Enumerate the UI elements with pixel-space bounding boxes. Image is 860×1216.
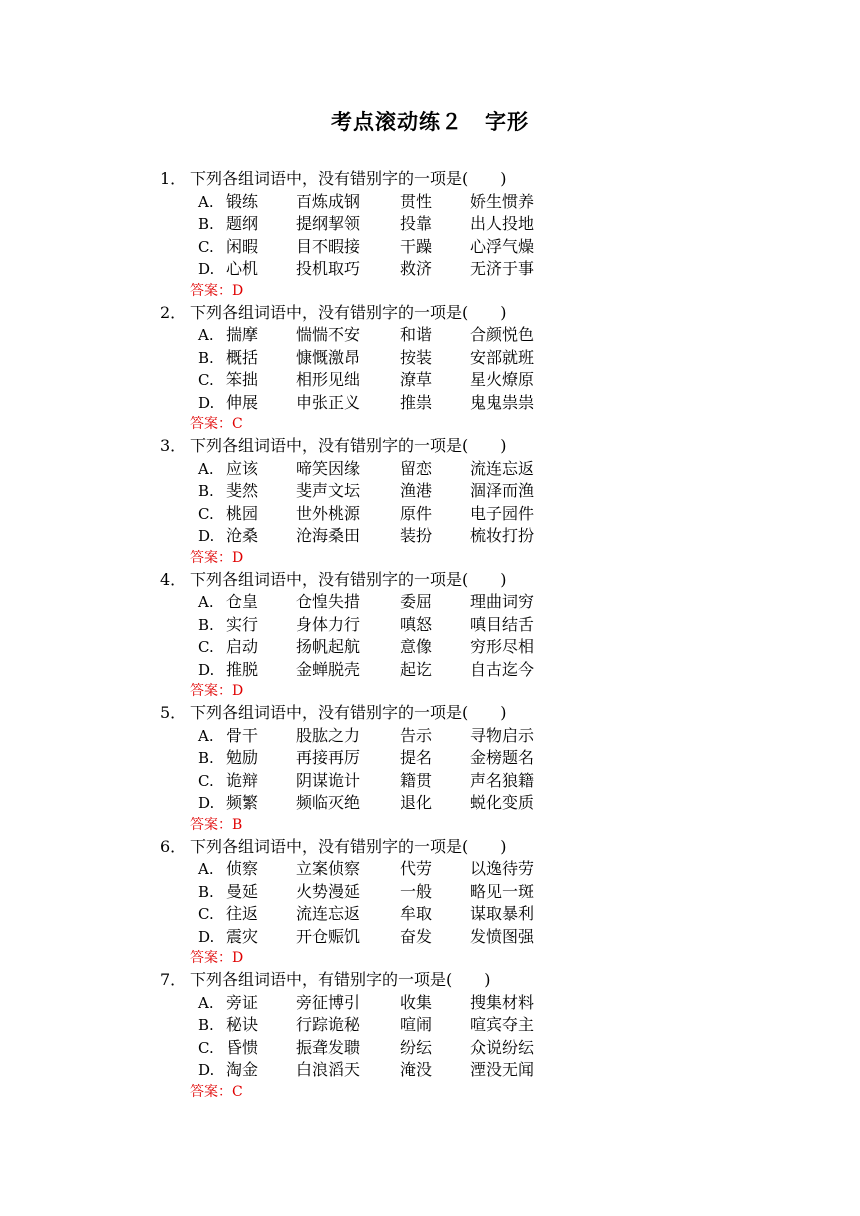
question-text: 下列各组词语中，没有错别字的一项是( ) (190, 836, 507, 856)
question-item (160, 969, 534, 1103)
option-word: 嗔怒 (400, 614, 433, 634)
option-word: 心浮气燥 (470, 236, 535, 256)
option-row (160, 236, 534, 259)
option-letter: D. (198, 794, 215, 812)
option-word: 申张正义 (296, 392, 361, 412)
option-word: 起讫 (400, 659, 433, 679)
option-row (160, 525, 534, 548)
option-word: 伸展 (226, 392, 259, 412)
question-item (160, 836, 534, 970)
option-word: 诡辩 (226, 770, 259, 790)
option-word: 阴谋诡计 (296, 770, 361, 790)
option-letter: C. (198, 504, 214, 523)
option-word: 提名 (400, 748, 433, 767)
option-word: 揣摩 (226, 325, 259, 344)
option-word: 惴惴不安 (296, 325, 361, 344)
option-row (160, 747, 534, 770)
option-letter: B. (198, 749, 214, 767)
option-word: 火势漫延 (296, 881, 361, 901)
option-word: 仓皇 (226, 592, 259, 611)
option-letter: B. (198, 482, 214, 500)
option-word: 出人投地 (470, 214, 535, 233)
option-word: 百炼成钢 (296, 191, 361, 211)
option-letter: A. (198, 726, 214, 745)
question-item (160, 168, 534, 302)
option-word: 世外桃源 (296, 503, 361, 523)
option-word: 投机取巧 (296, 259, 361, 278)
question-text: 下列各组词语中，有错别字的一项是( ) (190, 970, 491, 989)
option-row (160, 926, 534, 949)
option-word: 慷慨激昂 (296, 347, 361, 367)
option-word: 启动 (226, 637, 259, 656)
option-word: 旁证 (226, 992, 259, 1012)
question-item (160, 302, 534, 436)
question-item (160, 702, 534, 836)
page-title: 考点滚动练２ 字形 (331, 109, 529, 134)
option-word: 旁征博引 (296, 992, 361, 1012)
option-word: 啼笑因缘 (296, 458, 361, 478)
option-row (160, 858, 534, 881)
option-word: 勉励 (226, 748, 259, 767)
option-word: 身体力行 (296, 614, 361, 634)
option-row (160, 480, 534, 503)
option-word: 电子园件 (470, 503, 535, 523)
answer-line: 答案：D (190, 950, 244, 966)
option-word: 干躁 (400, 236, 433, 256)
option-word: 淘金 (226, 1060, 259, 1079)
option-letter: A. (198, 326, 214, 344)
option-word: 星火燎原 (470, 370, 535, 389)
question-item (160, 569, 534, 703)
option-word: 穷形尽相 (470, 637, 535, 656)
option-row (160, 903, 534, 926)
option-letter: C. (198, 1038, 214, 1057)
option-row (160, 1059, 534, 1082)
option-letter: D. (198, 660, 215, 679)
option-word: 喧宾夺主 (470, 1015, 535, 1034)
option-letter: B. (198, 215, 214, 233)
option-word: 喧闹 (400, 1015, 433, 1034)
option-word: 湮没无闻 (470, 1060, 535, 1079)
option-word: 推脱 (226, 659, 259, 679)
option-word: 目不暇接 (296, 236, 361, 256)
option-row (160, 614, 534, 637)
option-word: 和谐 (400, 325, 433, 344)
option-word: 安部就班 (470, 347, 535, 367)
option-word: 谋取暴利 (470, 904, 535, 923)
option-letter: A. (198, 993, 214, 1012)
option-row (160, 369, 534, 392)
option-word: 涸泽而渔 (470, 481, 535, 500)
option-word: 往返 (226, 904, 259, 923)
question-stem (160, 969, 534, 992)
option-word: 金榜题名 (470, 748, 535, 767)
option-row (160, 725, 534, 748)
option-word: 桃园 (226, 503, 259, 523)
option-letter: A. (198, 459, 214, 478)
option-row (160, 1014, 534, 1037)
option-row (160, 770, 534, 793)
option-word: 立案侦察 (296, 859, 361, 878)
option-word: 告示 (400, 725, 433, 745)
option-word: 一般 (400, 881, 433, 901)
option-word: 以逸待劳 (470, 859, 535, 878)
option-word: 意像 (400, 637, 433, 656)
option-row (160, 503, 534, 526)
option-row (160, 458, 534, 481)
option-row (160, 881, 534, 904)
option-row (160, 636, 534, 659)
question-number: 2． (160, 302, 187, 322)
answer-line: 答案：C (190, 416, 243, 432)
option-word: 沧桑 (226, 526, 259, 545)
question-text: 下列各组词语中，没有错别字的一项是( ) (190, 569, 507, 589)
answer-line: 答案：D (190, 549, 244, 566)
option-word: 渔港 (400, 481, 433, 500)
option-word: 理曲词穷 (470, 592, 535, 611)
question-number: 5． (160, 703, 187, 722)
option-word: 闲暇 (226, 236, 259, 256)
option-word: 频繁 (226, 793, 259, 812)
option-letter: D. (198, 1061, 215, 1079)
option-word: 娇生惯养 (470, 191, 535, 211)
question-text: 下列各组词语中，没有错别字的一项是( ) (190, 436, 507, 455)
option-letter: B. (198, 615, 214, 634)
option-word: 曼延 (226, 881, 259, 901)
option-word: 白浪滔天 (296, 1060, 361, 1079)
option-word: 开仓赈饥 (296, 926, 361, 946)
option-word: 流连忘返 (470, 458, 535, 478)
option-word: 声名狼籍 (470, 770, 535, 790)
option-row (160, 258, 534, 281)
question-stem (160, 168, 534, 191)
answer-line: 答案：D (190, 282, 244, 299)
option-word: 退化 (400, 793, 433, 812)
option-row (160, 591, 534, 614)
option-word: 斐然 (226, 481, 259, 500)
option-word: 代劳 (400, 859, 433, 878)
question-number: 1． (160, 169, 187, 188)
option-letter: A. (198, 860, 214, 878)
option-word: 震灾 (226, 926, 259, 946)
question-number: 3． (160, 436, 187, 455)
option-row (160, 1037, 534, 1060)
option-letter: B. (198, 1016, 214, 1034)
question-stem (160, 435, 534, 458)
option-word: 收集 (400, 992, 433, 1012)
question-number: 7． (160, 970, 187, 989)
question-text: 下列各组词语中，没有错别字的一项是( ) (190, 703, 507, 722)
option-word: 搜集材料 (470, 992, 535, 1012)
option-word: 股肱之力 (296, 725, 361, 745)
option-letter: C. (198, 638, 214, 656)
option-word: 略见一斑 (470, 881, 535, 901)
option-letter: D. (198, 393, 215, 412)
question-stem (160, 569, 534, 592)
option-word: 潦草 (400, 370, 433, 389)
option-word: 委屈 (400, 592, 433, 611)
option-letter: D. (198, 927, 215, 946)
option-letter: A. (198, 593, 214, 611)
option-word: 原件 (400, 503, 433, 523)
option-word: 侦察 (226, 859, 259, 878)
option-word: 昏愦 (226, 1037, 259, 1057)
option-word: 众说纷纭 (470, 1037, 535, 1057)
question-text: 下列各组词语中，没有错别字的一项是( ) (190, 169, 507, 188)
question-item (160, 435, 534, 569)
option-word: 振聋发聩 (296, 1037, 361, 1057)
option-word: 秘诀 (226, 1015, 259, 1034)
question-number: 4． (160, 569, 187, 589)
question-text: 下列各组词语中，没有错别字的一项是( ) (190, 302, 507, 322)
question-list (160, 168, 534, 1103)
option-word: 自古迄今 (470, 659, 535, 679)
answer-line: 答案：C (190, 1083, 243, 1100)
option-row (160, 324, 534, 347)
option-row (160, 213, 534, 236)
option-letter: C. (198, 371, 214, 389)
option-word: 题纲 (226, 214, 259, 233)
option-word: 鬼鬼祟祟 (470, 392, 535, 412)
option-word: 提纲挈领 (296, 214, 361, 233)
option-word: 扬帆起航 (296, 637, 361, 656)
option-letter: B. (198, 348, 214, 367)
option-word: 梳妆打扮 (470, 526, 535, 545)
option-word: 装扮 (400, 526, 433, 545)
option-word: 无济于事 (470, 259, 535, 278)
option-word: 斐声文坛 (296, 481, 361, 500)
option-row (160, 792, 534, 815)
option-row (160, 191, 534, 214)
option-word: 骨干 (226, 725, 259, 745)
option-word: 推祟 (400, 392, 433, 412)
option-letter: A. (198, 192, 214, 211)
option-word: 发愤图强 (470, 926, 535, 946)
option-word: 再接再厉 (296, 748, 361, 767)
option-word: 实行 (226, 614, 259, 634)
question-stem (160, 702, 534, 725)
option-word: 按装 (400, 347, 433, 367)
option-letter: C. (198, 905, 214, 923)
question-number: 6． (160, 836, 187, 856)
question-stem (160, 836, 534, 859)
option-word: 沧海桑田 (296, 526, 361, 545)
option-word: 锻练 (226, 191, 259, 211)
option-row (160, 347, 534, 370)
option-word: 籍贯 (400, 770, 433, 790)
option-word: 贯性 (400, 191, 433, 211)
option-word: 应该 (226, 458, 259, 478)
option-word: 淹没 (400, 1060, 433, 1079)
option-word: 投靠 (400, 214, 433, 233)
option-word: 笨拙 (226, 370, 259, 389)
option-letter: C. (198, 237, 214, 256)
option-word: 留恋 (400, 458, 433, 478)
answer-line: 答案：B (190, 816, 243, 833)
option-word: 蜕化变质 (470, 793, 535, 812)
option-word: 频临灭绝 (296, 793, 361, 812)
option-word: 嗔目结舌 (470, 614, 535, 634)
option-word: 纷纭 (400, 1037, 433, 1057)
option-letter: D. (198, 527, 215, 545)
option-word: 流连忘返 (296, 904, 361, 923)
option-row (160, 659, 534, 682)
option-word: 奋发 (400, 926, 433, 946)
answer-line: 答案：D (190, 683, 244, 699)
option-word: 牟取 (400, 904, 433, 923)
option-word: 救济 (400, 259, 433, 278)
option-word: 合颜悦色 (470, 325, 535, 344)
option-letter: D. (198, 260, 215, 278)
option-letter: B. (198, 882, 214, 901)
option-word: 行踪诡秘 (296, 1015, 361, 1034)
option-word: 寻物启示 (470, 725, 535, 745)
option-word: 概括 (226, 347, 259, 367)
option-letter: C. (198, 771, 214, 790)
option-word: 相形见绌 (296, 370, 361, 389)
option-word: 金蝉脱壳 (296, 659, 361, 679)
question-stem (160, 302, 534, 325)
option-word: 仓惶失措 (296, 592, 361, 611)
option-row (160, 992, 534, 1015)
option-word: 心机 (226, 259, 259, 278)
option-row (160, 392, 534, 415)
